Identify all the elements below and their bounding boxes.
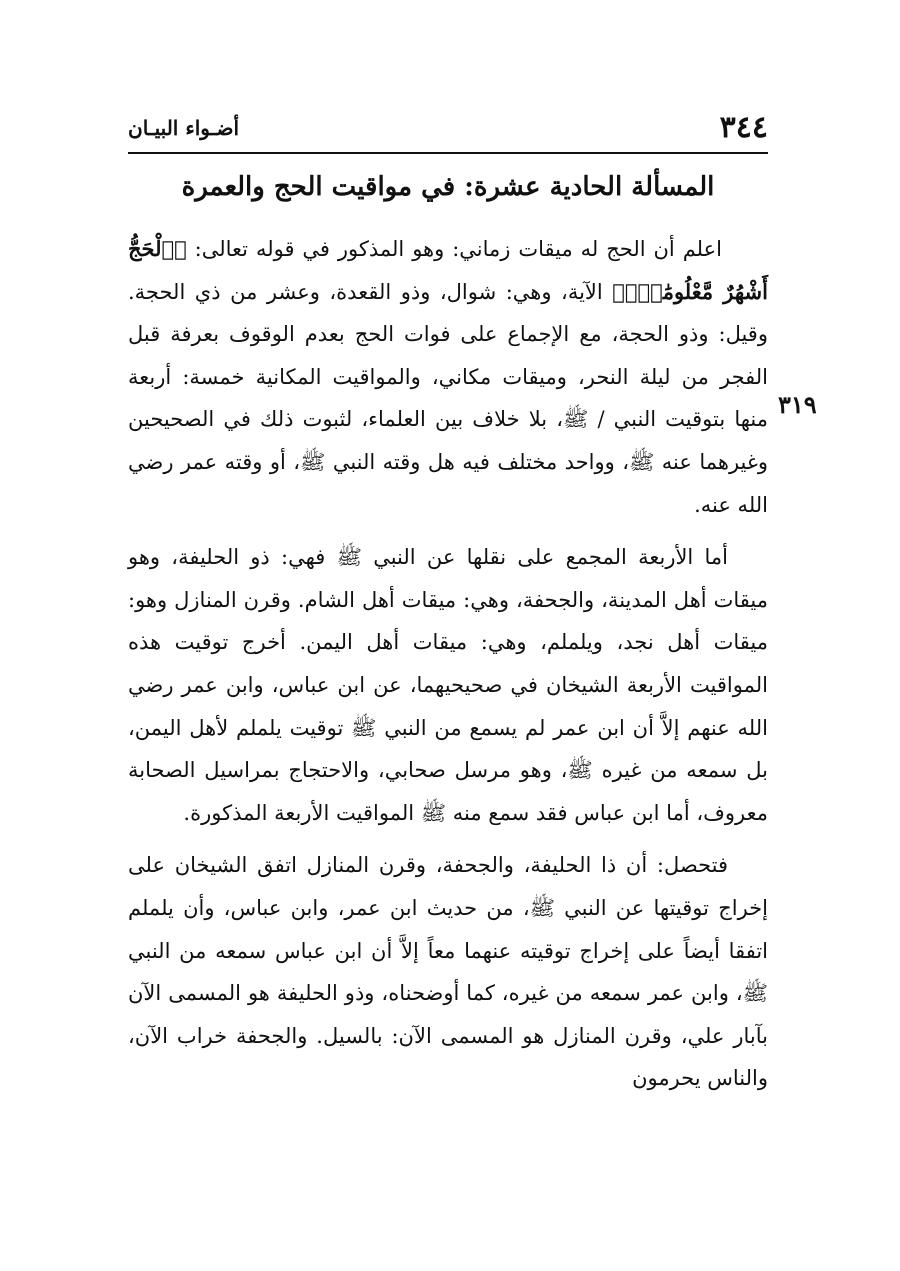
paragraph-1-rest: الآية، وهي: شوال، وذو القعدة، وعشر من ذي الحجة. وقيل: وذو الحجة، مع الإجماع على فوات الحج بعدم الوقوف بعرفة قبل الفجر من ليلة النحر، وميقات مكاني، والمواقيت المكانية خمسة: أربعة منها بتوقيت النبي / ﷺ، بلا خلاف بين العلماء، لثبوت ذلك في الصحيحين وغيرهما عنه ﷺ، وواحد مختلف فيه هل وقته النبي ﷺ، أو وقته عمر رضي الله عنه. [128, 279, 768, 517]
paragraph-3: فتحصل: أن ذا الحليفة، والجحفة، وقرن المنازل اتفق الشيخان على إخراج توقيتها عن النبي ﷺ، من حديث ابن عمر، وابن عباس، وأن يلملم اتفقا أيضاً على إخراج توقيته عنهما معاً إلاَّ أن ابن عباس سمعه من النبي ﷺ، وابن عمر سمعه من غيره، كما أوضحناه، وذو الحليفة هو المسمى الآن بآبار علي، وقرن المنازل هو المسمى الآن: بالسيل. والجحفة خراب الآن، والناس يحرمون [128, 853, 768, 1091]
section-title: المسألة الحادية عشرة: في مواقيت الحج والعمرة [181, 172, 715, 202]
header-rule [128, 152, 768, 154]
paragraph-1 [128, 228, 768, 526]
body-text [128, 228, 768, 1110]
paragraph-2: أما الأربعة المجمع على نقلها عن النبي ﷺ فهي: ذو الحليفة، وهو ميقات أهل المدينة، والجحفة، وهي: ميقات أهل الشام. وقرن المنازل وهو: ميقات أهل نجد، ويلملم، وهي: ميقات أهل اليمن. أخرج توقيت هذه المواقيت الأربعة الشيخان في صحيحيهما، عن ابن عباس، وابن عمر رضي الله عنهم إلاَّ أن ابن عمر لم يسمع من النبي ﷺ توقيت يلملم لأهل اليمن، بل سمعه من غيره ﷺ، وهو مرسل صحابي، والاحتجاج بمراسيل الصحابة معروف، أما ابن عباس فقد سمع منه ﷺ المواقيت الأربعة المذكورة. [128, 545, 768, 825]
quran-verse: ﴿ٱلْحَجُّ أَشْهُرٌ مَّعْلُومَٰتٌۚ﴾ [128, 236, 768, 304]
running-title: أضـواء البيـان [128, 116, 240, 140]
paragraph-1-intro: اعلم أن الحج له ميقات زماني: وهو المذكور في قوله تعالى: [194, 237, 722, 261]
page-number: ٣٤٤ [719, 110, 768, 145]
margin-number: ٣١٩ [778, 390, 817, 419]
page-header [128, 108, 768, 152]
